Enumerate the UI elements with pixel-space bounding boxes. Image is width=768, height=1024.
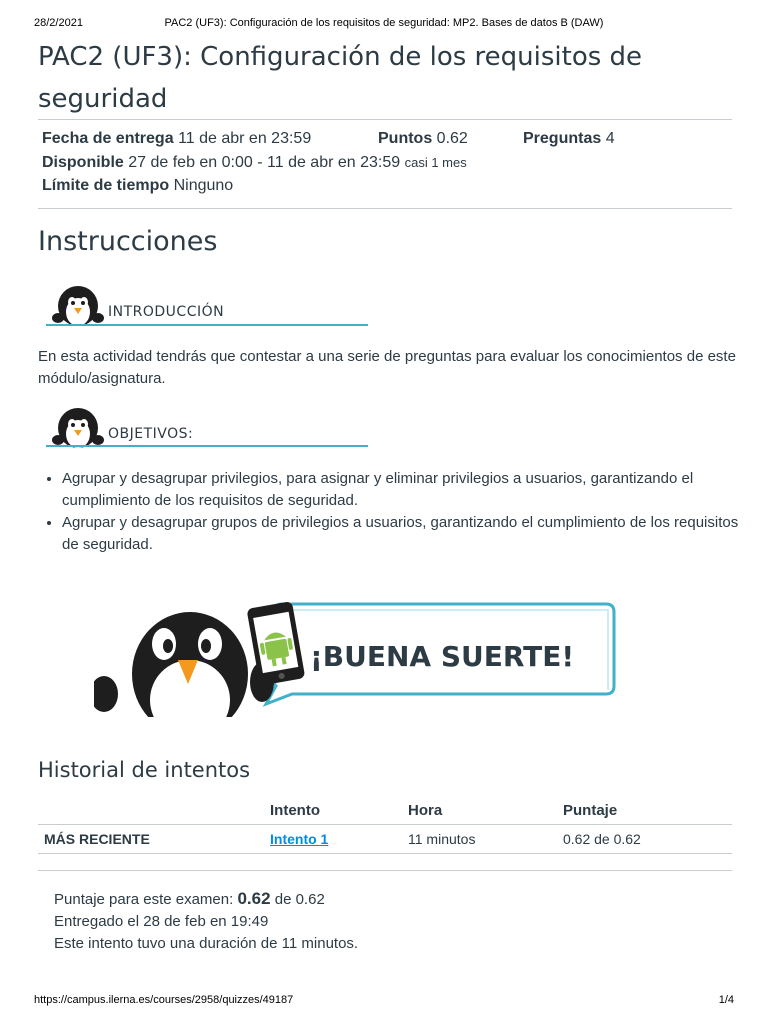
intro-text: En esta actividad tendrás que contestar a una serie de preguntas para evaluar los conocimientos de este módulo/asignatura. xyxy=(38,348,736,387)
print-url: https://campus.ilerna.es/courses/2958/quizzes/49187 xyxy=(34,994,294,1006)
score-summary xyxy=(54,889,325,909)
objectives-banner-underline xyxy=(46,445,368,447)
history-heading: Historial de intentos xyxy=(38,758,251,782)
column-header xyxy=(38,796,264,825)
available-note: casi 1 mes xyxy=(404,155,467,170)
available-value: 27 de feb en 0:00 - 11 de abr en 23:59 xyxy=(128,154,401,171)
intro-banner-label: INTRODUCCIÓN xyxy=(108,304,225,320)
due-label: Fecha de entrega xyxy=(42,130,174,147)
time-limit-label: Límite de tiempo xyxy=(42,177,170,194)
objective-item: • Agrupar y desagrupar privilegios, para asignar y eliminar privilegios a usuarios, garantizando el cumplimiento de los requisitos de seguridad. xyxy=(62,468,752,512)
availability-field xyxy=(42,154,467,172)
time-limit-value: Ninguno xyxy=(173,177,234,194)
intro-banner-underline xyxy=(46,324,368,326)
column-header: Hora xyxy=(402,796,557,825)
submitted-text: Entregado el 28 de feb en 19:49 xyxy=(54,913,269,930)
column-header: Intento xyxy=(264,796,402,825)
divider-meta xyxy=(38,208,732,209)
row-label: MÁS RECIENTE xyxy=(38,825,264,854)
questions-field xyxy=(523,130,615,148)
penguin-icon xyxy=(50,404,106,455)
attempt-link[interactable]: Intento 1 xyxy=(270,831,329,847)
page-title: PAC2 (UF3): Configuración de los requisitos de seguridad xyxy=(38,42,643,114)
table-row xyxy=(38,825,732,854)
score-suffix: de 0.62 xyxy=(274,891,325,908)
due-date-field xyxy=(42,130,311,148)
attempt-time: 11 minutos xyxy=(402,825,557,854)
duration-text: Este intento tuvo una duración de 11 minutos. xyxy=(54,935,359,952)
column-header: Puntaje xyxy=(557,796,732,825)
points-label: Puntos xyxy=(378,130,433,147)
questions-value: 4 xyxy=(605,130,615,147)
points-value: 0.62 xyxy=(436,130,468,147)
instructions-heading: Instrucciones xyxy=(38,226,218,257)
objectives-list xyxy=(38,468,752,556)
time-limit-field xyxy=(42,177,233,195)
points-field xyxy=(378,130,468,148)
table-header-row xyxy=(38,796,732,825)
questions-label: Preguntas xyxy=(523,130,602,147)
attempts-table xyxy=(38,796,732,854)
print-date: 28/2/2021 xyxy=(34,17,83,29)
print-page-number: 1/4 xyxy=(718,994,734,1006)
available-label: Disponible xyxy=(42,154,124,171)
attempt-score: 0.62 de 0.62 xyxy=(557,825,732,854)
good-luck-text: ¡BUENA SUERTE! xyxy=(310,640,575,673)
due-value: 11 de abr en 23:59 xyxy=(178,130,312,147)
print-page-title: PAC2 (UF3): Configuración de los requisitos de seguridad: MP2. Bases de datos B (DAW) xyxy=(164,17,604,29)
divider-summary xyxy=(38,870,732,871)
divider-top xyxy=(38,119,732,120)
objectives-banner-label: OBJETIVOS: xyxy=(108,426,194,442)
objective-item: • Agrupar y desagrupar grupos de privilegios a usuarios, garantizando el cumplimiento de los requisitos de seguridad. xyxy=(62,512,752,556)
score-value: 0.62 xyxy=(237,889,271,908)
score-prefix: Puntaje para este examen: xyxy=(54,891,234,908)
